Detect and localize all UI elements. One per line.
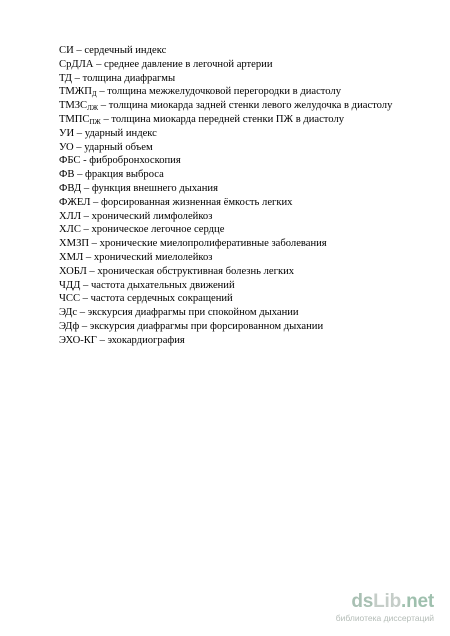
abbreviation-definition: экскурсия диафрагмы при форсированном дыхании [89, 320, 324, 332]
abbreviation-separator: – [72, 72, 83, 84]
abbreviation-definition: фибробронхоскопия [89, 155, 181, 167]
abbreviation-line [59, 237, 439, 251]
abbreviation-separator: – [90, 196, 101, 208]
abbreviation-separator: – [93, 58, 105, 70]
abbreviation-term: УО [59, 141, 74, 153]
logo-lib-text: Lib [373, 591, 402, 612]
abbreviation-line [59, 168, 439, 182]
abbreviation-term: ЧСС [59, 293, 81, 305]
abbreviation-separator: – [98, 100, 109, 112]
abbreviation-definition: толщина диафрагмы [82, 72, 176, 84]
abbreviation-line [59, 223, 439, 237]
abbreviation-definition: толщина миокарда передней стенки ПЖ в диастолу [111, 113, 345, 125]
abbreviation-term: ТМЖП [59, 86, 92, 98]
abbreviation-line [59, 141, 439, 155]
abbreviation-separator: – [81, 182, 92, 194]
abbreviation-line [59, 154, 439, 168]
abbreviation-term: ТМЗС [59, 100, 88, 112]
abbreviation-subscript: ЛЖ [87, 104, 99, 113]
abbreviation-definition: ударный объем [84, 141, 153, 153]
abbreviation-definition: хронический миелолейкоз [93, 251, 213, 263]
abbreviation-term: ЭДф [59, 320, 80, 332]
abbreviation-term: ХЛС [59, 224, 81, 236]
dslib-logo [351, 592, 434, 612]
watermark-subtitle: библиотека диссертаций [335, 613, 434, 623]
abbreviation-line [59, 99, 439, 113]
dslib-watermark [326, 592, 438, 626]
abbreviation-separator: – [83, 251, 94, 263]
abbreviation-term: ТМПС [59, 113, 90, 125]
abbreviation-term: ХМЗП [59, 238, 90, 250]
abbreviation-separator: – [79, 320, 90, 332]
abbreviation-term: ФВ [59, 169, 75, 181]
abbreviation-term: ФЖЕЛ [59, 196, 91, 208]
abbreviation-line [59, 72, 439, 86]
abbreviation-term: СИ [59, 45, 74, 56]
abbreviation-separator: – [74, 169, 86, 181]
abbreviation-definition: среднее давление в легочной артерии [104, 58, 273, 70]
abbreviation-definition: толщина миокарда задней стенки левого желудочка в диастолу [108, 100, 393, 112]
abbreviation-subscript: ПЖ [89, 117, 101, 126]
logo-ds-text: ds [351, 591, 374, 612]
abbreviation-definition: частота дыхательных движений [90, 279, 235, 291]
abbreviation-line [59, 127, 439, 141]
abbreviation-term: ХЛЛ [59, 210, 82, 222]
abbreviation-separator: – [80, 293, 91, 305]
abbreviation-line [59, 58, 439, 72]
abbreviation-definition: частота сердечных сокращений [90, 293, 233, 305]
abbreviation-definition: сердечный индекс [84, 45, 167, 56]
abbreviation-line [59, 210, 439, 224]
abbreviation-separator: – [86, 265, 98, 277]
abbreviation-subscript: Д [91, 90, 97, 99]
abbreviation-definition: толщина межжелудочковой перегородки в диастолу [107, 86, 342, 98]
abbreviation-term: ТД [59, 72, 73, 84]
abbreviation-line [59, 113, 439, 127]
abbreviation-definition: хроническая обструктивная болезнь легких [97, 265, 295, 277]
abbreviation-line [59, 334, 439, 348]
abbreviation-line [59, 85, 439, 99]
abbreviation-separator: – [73, 141, 85, 153]
abbreviation-definition: функция внешнего дыхания [91, 182, 218, 194]
abbreviation-term: ЧДД [59, 279, 81, 291]
abbreviation-definition: хроническое легочное сердце [91, 224, 225, 236]
abbreviation-term: ХОБЛ [59, 265, 87, 277]
abbreviation-term: СрДЛА [59, 58, 94, 70]
abbreviation-line [59, 265, 439, 279]
abbreviation-separator: – [81, 210, 92, 222]
abbreviation-definition: ударный индекс [84, 127, 157, 139]
abbreviation-line [59, 306, 439, 320]
abbreviation-term: ФБС [59, 155, 81, 167]
abbreviation-line [59, 44, 439, 58]
abbreviation-definition: хронические миелопролиферативные заболевания [99, 238, 327, 250]
abbreviation-separator: – [74, 127, 85, 139]
abbreviation-separator: – [77, 307, 88, 319]
logo-net-text: .net [401, 591, 434, 612]
abbreviation-separator: – [96, 86, 108, 98]
abbreviation-term: ХМЛ [59, 251, 84, 263]
abbreviation-line [59, 251, 439, 265]
abbreviation-term: ЭХО-КГ [59, 334, 97, 346]
abbreviation-line [59, 320, 439, 334]
abbreviation-term: ФВД [59, 182, 82, 194]
abbreviation-separator: – [80, 279, 91, 291]
abbreviation-separator: - [80, 155, 90, 167]
abbreviation-line [59, 292, 439, 306]
abbreviation-term: УИ [59, 127, 75, 139]
abbreviation-line [59, 182, 439, 196]
abbreviation-definition: эхокардиография [107, 334, 185, 346]
abbreviation-definition: экскурсия диафрагмы при спокойном дыхании [87, 307, 299, 319]
abbreviation-separator: – [80, 224, 92, 236]
abbreviation-definition: форсированная жизненная ёмкость легких [100, 196, 293, 208]
abbreviation-separator: – [100, 113, 112, 125]
abbreviation-line [59, 196, 439, 210]
abbreviation-separator: – [89, 238, 100, 250]
abbreviation-separator: – [73, 45, 85, 56]
abbreviation-definition: хронический лимфолейкоз [91, 210, 213, 222]
abbreviation-definition: фракция выброса [85, 169, 164, 181]
abbreviation-list [59, 44, 439, 348]
abbreviation-term: ЭДс [59, 307, 78, 319]
abbreviation-separator: – [96, 334, 108, 346]
abbreviation-line [59, 279, 439, 293]
